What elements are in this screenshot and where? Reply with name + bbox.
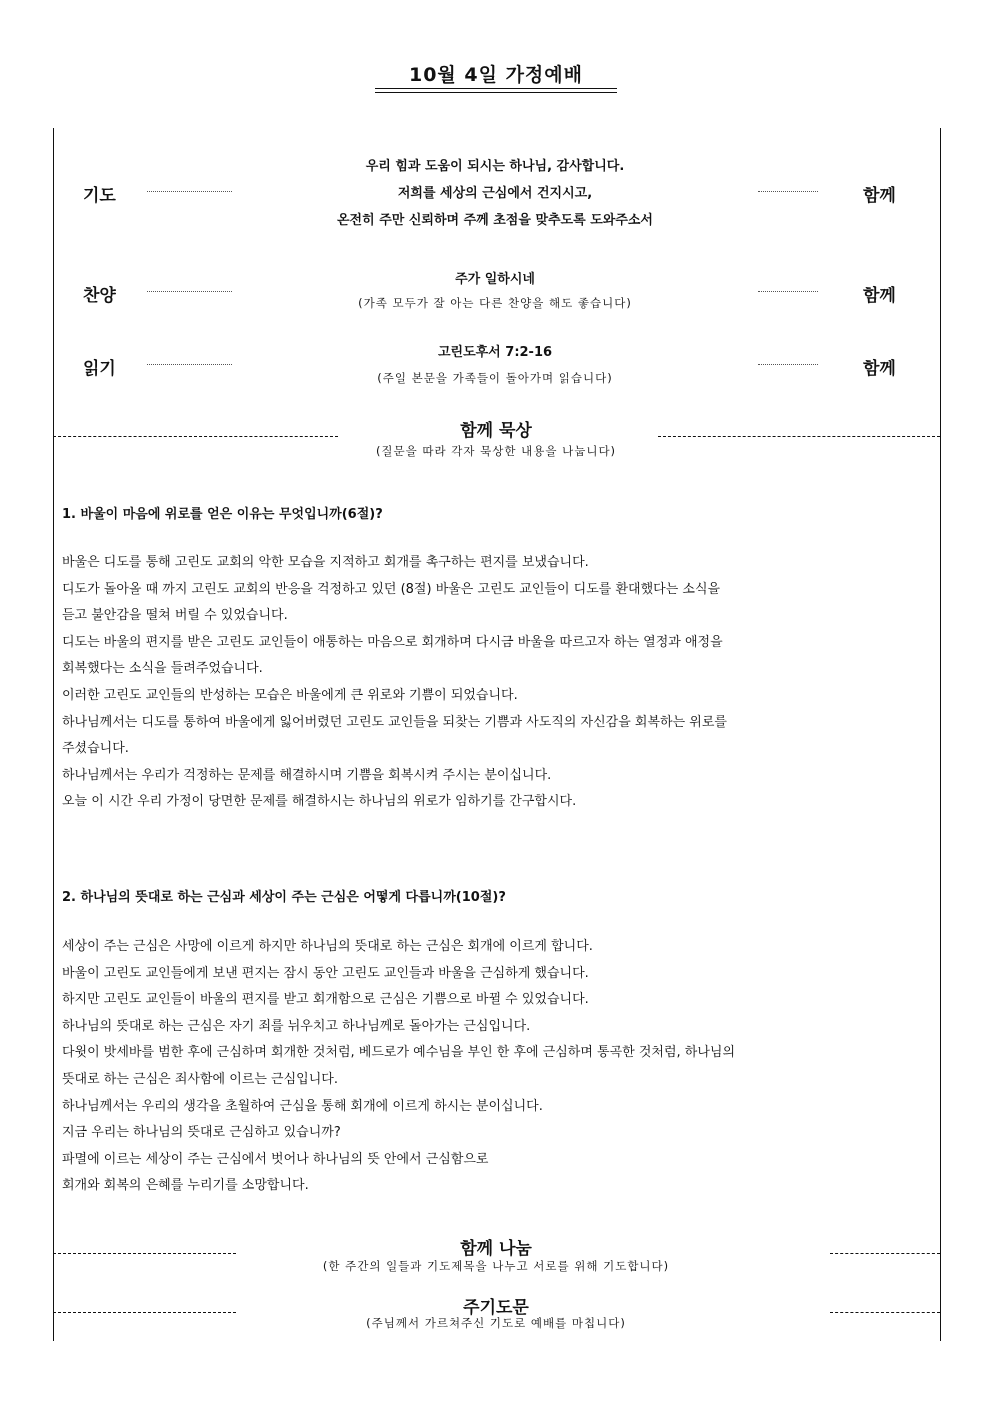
answer-line: 파멸에 이르는 세상이 주는 근심에서 벗어나 하나님의 뜻 안에서 근심함으로 bbox=[62, 1151, 489, 1167]
answer-2 bbox=[62, 934, 932, 1200]
title-underline bbox=[375, 88, 617, 89]
lords-prayer-heading: 주기도문 bbox=[463, 1298, 529, 1318]
answer-line: 오늘 이 시간 우리 가정이 당면한 문제를 해결하시는 하나님의 위로가 임하기를 간구합시다. bbox=[62, 794, 577, 810]
answer-line: 하나님께서는 디도를 통하여 바울에게 잃어버렸던 고린도 교인들을 되찾는 기쁨과 사도직의 자신감을 회복하는 위로를 bbox=[62, 714, 727, 730]
prayer-dots-left bbox=[147, 191, 232, 192]
answer-1 bbox=[62, 550, 932, 816]
praise-dots-right bbox=[758, 291, 818, 292]
prayer-line: 우리 힘과 도움이 되시는 하나님, 감사합니다. bbox=[365, 159, 625, 174]
praise-title: 주가 일하시네 bbox=[455, 272, 535, 287]
prayer-line: 저희를 세상의 근심에서 건지시고, bbox=[397, 186, 593, 201]
answer-line: 하나님께서는 우리의 생각을 초월하여 근심을 통해 회개에 이르게 하시는 분이십니다. bbox=[62, 1098, 543, 1114]
meditation-dash-right bbox=[658, 436, 940, 437]
answer-line: 하나님께서는 우리가 걱정하는 문제를 해결하시며 기쁨을 회복시켜 주시는 분이십니다. bbox=[62, 767, 552, 783]
answer-line: 하나님의 뜻대로 하는 근심은 자기 죄를 뉘우치고 하나님께로 돌아가는 근심입니다. bbox=[62, 1018, 531, 1034]
page-title: 10월 4일 가정예배 bbox=[408, 64, 583, 86]
prayer-line: 온전히 주만 신뢰하며 주께 초점을 맞추도록 도와주소서 bbox=[337, 213, 653, 228]
prayer-dots-right bbox=[758, 191, 818, 192]
question-2: 2. 하나님의 뜻대로 하는 근심과 세상이 주는 근심은 어떻게 다릅니까(10절)? bbox=[62, 890, 506, 905]
answer-line: 지금 우리는 하나님의 뜻대로 근심하고 있습니까? bbox=[62, 1125, 341, 1141]
frame-right-border bbox=[940, 128, 941, 1341]
answer-line: 뜻대로 하는 근심은 죄사함에 이르는 근심입니다. bbox=[62, 1071, 338, 1087]
lords-prayer-note: (주님께서 가르쳐주신 기도로 예배를 마칩니다) bbox=[366, 1316, 626, 1330]
answer-line: 회복했다는 소식을 들려주었습니다. bbox=[62, 661, 263, 677]
answer-line: 바울은 디도를 통해 고린도 교회의 악한 모습을 지적하고 회개를 촉구하는 편지를 보냈습니다. bbox=[62, 555, 589, 570]
praise-note: (가족 모두가 잘 아는 다른 찬양을 해도 좋습니다) bbox=[358, 296, 632, 310]
answer-line: 세상이 주는 근심은 사망에 이르게 하지만 하나님의 뜻대로 하는 근심은 회개에 이르게 합니다. bbox=[62, 939, 593, 954]
answer-line: 디도가 돌아올 때 까지 고린도 교회의 반응을 걱정하고 있던 (8절) 바울은 고린도 교인들이 디도를 환대했다는 소식을 bbox=[62, 581, 721, 597]
prayer-text bbox=[230, 153, 760, 234]
meditation-note: (질문을 따라 각자 묵상한 내용을 나눕니다) bbox=[375, 444, 617, 458]
question-1: 1. 바울이 마음에 위로를 얻은 이유는 무엇입니까(6절)? bbox=[62, 507, 383, 522]
reading-label: 읽기 bbox=[83, 359, 116, 379]
reading-dots-right bbox=[758, 364, 818, 365]
title-underline-2 bbox=[375, 92, 617, 93]
reading-note: (주일 본문을 가족들이 돌아가며 읽습니다) bbox=[377, 371, 613, 385]
answer-line: 디도는 바울의 편지를 받은 고린도 교인들이 애통하는 마음으로 회개하며 다시금 바울을 따르고자 하는 열정과 애정을 bbox=[62, 634, 723, 650]
sharing-note: (한 주간의 일들과 기도제목을 나누고 서로를 위해 기도합니다) bbox=[322, 1259, 670, 1273]
answer-line: 주셨습니다. bbox=[62, 741, 129, 757]
frame-left-border bbox=[53, 128, 54, 1341]
praise-dots-left bbox=[147, 291, 232, 292]
answer-line: 회개와 회복의 은혜를 누리기를 소망합니다. bbox=[62, 1178, 309, 1194]
reading-title: 고린도후서 7:2-16 bbox=[437, 345, 553, 360]
sharing-dash-right bbox=[830, 1253, 940, 1254]
answer-line: 듣고 불안감을 떨쳐 버릴 수 있었습니다. bbox=[62, 608, 288, 624]
meditation-heading: 함께 묵상 bbox=[460, 421, 532, 441]
praise-label: 찬양 bbox=[83, 286, 116, 306]
reading-together: 함께 bbox=[863, 359, 896, 379]
answer-line: 다윗이 밧세바를 범한 후에 근심하며 회개한 것처럼, 베드로가 예수님을 부인 한 후에 근심하며 통곡한 것처럼, 하나님의 bbox=[62, 1045, 736, 1061]
answer-line: 이러한 고린도 교인들의 반성하는 모습은 바울에게 큰 위로와 기쁨이 되었습니다. bbox=[62, 687, 518, 703]
prayer-together: 함께 bbox=[863, 186, 896, 206]
sharing-heading: 함께 나눔 bbox=[460, 1239, 532, 1259]
prayer-label: 기도 bbox=[83, 186, 116, 206]
praise-together: 함께 bbox=[863, 286, 896, 306]
reading-dots-left bbox=[147, 364, 232, 365]
answer-line: 바울이 고린도 교인들에게 보낸 편지는 잠시 동안 고린도 교인들과 바울을 근심하게 했습니다. bbox=[62, 965, 589, 981]
answer-line: 하지만 고린도 교인들이 바울의 편지를 받고 회개함으로 근심은 기쁨으로 바뀔 수 있었습니다. bbox=[62, 992, 589, 1008]
lords-prayer-dash-right bbox=[830, 1312, 940, 1313]
